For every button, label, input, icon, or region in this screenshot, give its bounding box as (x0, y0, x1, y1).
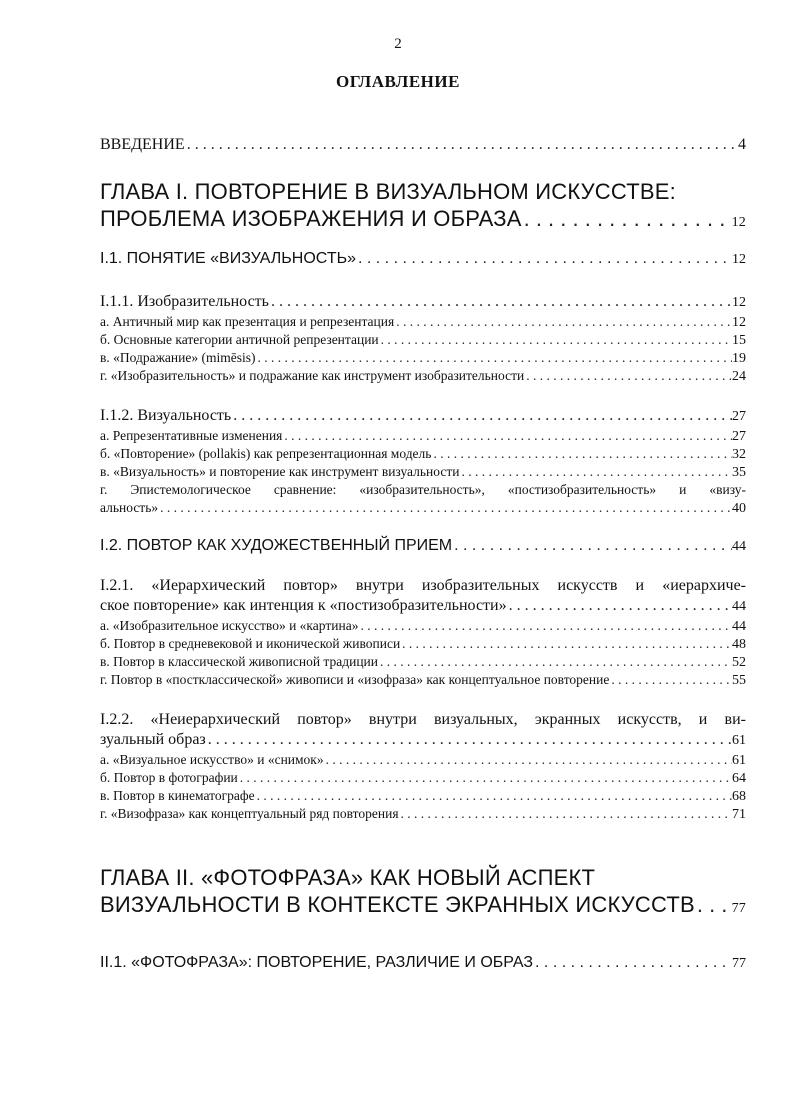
toc-entry-intro (100, 136, 746, 154)
toc-entry-page: 68 (732, 789, 746, 804)
toc-entry-item (100, 769, 746, 788)
toc-entry-title-line1: ГЛАВА II. «ФОТОФРАЗА» КАК НОВЫЙ АСПЕКТ (100, 865, 596, 890)
toc-entry-page: 52 (732, 655, 746, 670)
toc-entry-title-line1: ГЛАВА I. ПОВТОРЕНИЕ В ВИЗУАЛЬНОМ ИСКУССТВЕ: (100, 179, 676, 204)
toc-entry-item (100, 463, 746, 482)
toc-entry-page: 15 (732, 333, 746, 348)
toc-entry-section-1-2 (100, 537, 746, 555)
toc-entry-page: 24 (732, 369, 746, 384)
toc-entry-title: в. «Подражание» (mimēsis) (100, 350, 256, 365)
toc-entry-subsection-1-2-2 (100, 710, 746, 751)
toc-entry-page: 71 (732, 807, 746, 822)
toc-entry-title: I.1.2. Визуальность (100, 407, 232, 424)
toc-entry-page: 4 (738, 136, 746, 153)
toc-entry-subsection-1-2-1 (100, 576, 746, 617)
toc-entry-page: 12 (732, 252, 746, 267)
toc-entry-item (100, 367, 746, 386)
toc-entry-item (100, 349, 746, 368)
toc-entry-item (100, 445, 746, 464)
toc-entry-page: 12 (731, 215, 746, 230)
page-number: 2 (394, 36, 402, 52)
toc-entry-title: в. Повтор в кинематографе (100, 788, 255, 803)
toc-entry-section-2-1 (100, 954, 746, 972)
toc-entry-item (100, 671, 746, 690)
toc-entry-title: ВВЕДЕНИЕ (100, 136, 185, 153)
toc-entry-title: I.1.1. Изобразительность (100, 293, 269, 310)
toc-entry-title-line2: ВИЗУАЛЬНОСТИ В КОНТЕКСТЕ ЭКРАННЫХ ИСКУССТВ (100, 892, 695, 917)
toc-entry-title-line2: альность» (100, 500, 159, 515)
toc-entry-page: 61 (732, 753, 746, 768)
toc-entry-title-line1: г. Эпистемологическое сравнение: «изобразительность», «постизобразительность» и «визу- (100, 482, 746, 497)
toc-entry-title: а. Репрезентативные изменения (100, 428, 283, 443)
toc-title: ОГЛАВЛЕНИЕ (336, 72, 460, 91)
toc-entry-title: I.2. ПОВТОР КАК ХУДОЖЕСТВЕННЫЙ ПРИЕМ (100, 537, 453, 554)
toc-entry-item (100, 787, 746, 806)
toc-entry-title: б. Основные категории античной репрезентации (100, 332, 379, 347)
toc-entry-page: 19 (732, 351, 746, 366)
toc-entry-page: 12 (732, 315, 746, 330)
toc-entry-title: г. «Визофраза» как концептуальный ряд повторения (100, 806, 399, 821)
toc-entry-item (100, 653, 746, 672)
toc-entry-title: а. «Изобразительное искусство» и «картина» (100, 618, 359, 633)
toc-entry-page: 40 (732, 501, 746, 516)
toc-entry-item (100, 635, 746, 654)
toc-entry-title: I.1. ПОНЯТИЕ «ВИЗУАЛЬНОСТЬ» (100, 250, 356, 267)
toc-entry-page: 44 (732, 599, 746, 614)
toc-entry-title: б. Повтор в средневековой и иконической живописи (100, 636, 401, 651)
toc-entry-page: 27 (732, 409, 746, 424)
toc-entry-title: б. «Повторение» (pollakis) как репрезентационная модель (100, 446, 432, 461)
toc-entry-page: 77 (732, 956, 746, 971)
toc-entry-page: 44 (732, 619, 746, 634)
toc-entry-item (100, 313, 746, 332)
toc-entry-item (100, 427, 746, 446)
toc-entry-page: 61 (732, 733, 746, 748)
toc-entry-title: II.1. «ФОТОФРАЗА»: ПОВТОРЕНИЕ, РАЗЛИЧИЕ И ОБРАЗ (100, 954, 534, 971)
toc-entry-section-1-1 (100, 250, 746, 268)
toc-entry-chapter-1 (100, 178, 746, 236)
toc-entry-page: 44 (732, 539, 746, 554)
toc-entry-page: 32 (732, 447, 746, 462)
toc-entry-title-line1: I.2.1. «Иерархический повтор» внутри изобразительных искусств и «иерархиче- (100, 577, 746, 594)
toc-entry-item (100, 331, 746, 350)
toc-entry-title-line2: зуальный образ (100, 731, 206, 748)
toc-entry-page: 64 (732, 771, 746, 786)
toc-entry-title-line2: ское повторение» как интенция к «постизобразительности» (100, 597, 507, 614)
toc-entry-page: 48 (732, 637, 746, 652)
toc-entry-page: 12 (732, 295, 746, 310)
toc-entry-title: в. Повтор в классической живописной традиции (100, 654, 379, 669)
toc-entry-item (100, 805, 746, 824)
toc-entry-item (100, 751, 746, 770)
toc-entry-title: а. Античный мир как презентация и репрезентация (100, 314, 395, 329)
toc-entry-title: г. Повтор в «постклассической» живописи и «изофраза» как концептуальное повторение (100, 672, 610, 687)
toc-entry-page: 55 (732, 673, 746, 688)
toc-entry-subsection-1-1-1 (100, 292, 746, 313)
toc-entry-title-line2: ПРОБЛЕМА ИЗОБРАЖЕНИЯ И ОБРАЗА (100, 206, 522, 231)
toc-entry-chapter-2 (100, 864, 746, 922)
toc-entry-title: б. Повтор в фотографии (100, 770, 238, 785)
toc-entry-title: а. «Визуальное искусство» и «снимок» (100, 752, 324, 767)
toc-entry-title-line1: I.2.2. «Неиерархический повтор» внутри визуальных, экранных искусств, и ви- (100, 711, 746, 728)
toc-entry-page: 77 (731, 901, 746, 916)
toc-entry-item (100, 617, 746, 636)
toc-entry-title: г. «Изобразительность» и подражание как инструмент изобразительности (100, 368, 525, 383)
toc-entry-subsection-1-1-2 (100, 406, 746, 427)
toc-entry-item (100, 481, 746, 518)
toc-entry-page: 27 (732, 429, 746, 444)
toc-entry-title: в. «Визуальность» и повторение как инструмент визуальности (100, 464, 460, 479)
toc-entry-page: 35 (732, 465, 746, 480)
